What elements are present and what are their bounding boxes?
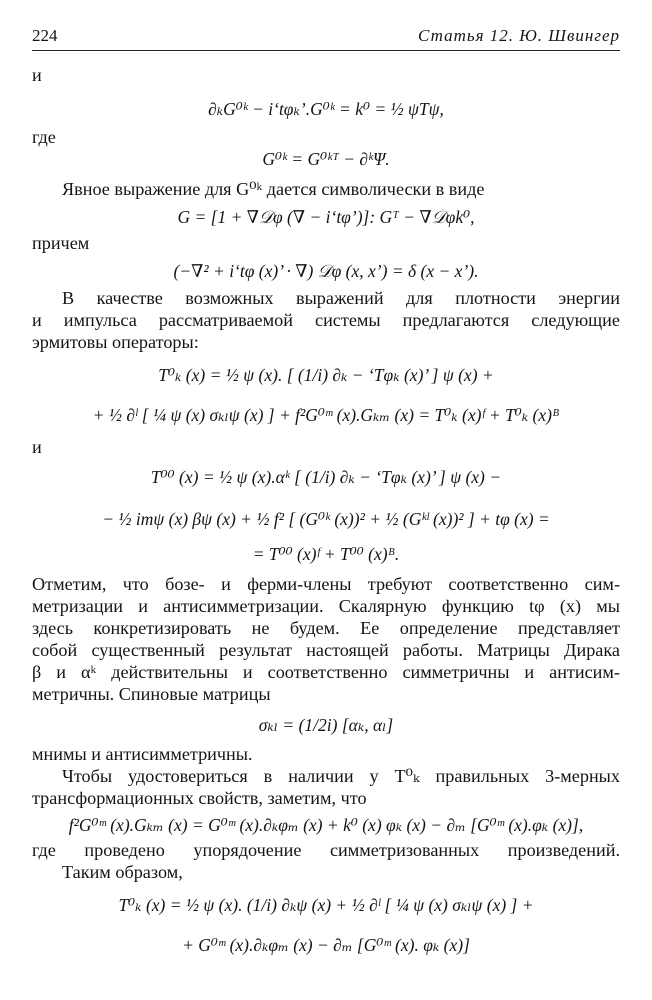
text-line: где <box>32 127 56 147</box>
text-line: причем <box>32 233 90 253</box>
equation: f²G⁰ᵐ (x).Gₖₘ (x) = G⁰ᵐ (x).∂ₖφₘ (x) + k⁰ (x) φₖ (x) − ∂ₘ [G⁰ᵐ (x).φₖ (x)], <box>68 815 584 835</box>
text-line: и импульса рассматриваемой системы предлагаются следующие <box>32 310 620 330</box>
equation: G⁰ᵏ = G⁰ᵏᵀ − ∂ᵏΨ. <box>262 149 390 169</box>
equation: + G⁰ᵐ (x).∂ₖφₘ (x) − ∂ₘ [G⁰ᵐ (x). φₖ (x)] <box>182 935 470 955</box>
text-line: β и αᵏ действительны и соответственно симметричны и антисим- <box>32 662 620 682</box>
text-line: и <box>32 65 42 85</box>
equation: σₖₗ = (1/2i) [αₖ, αₗ] <box>258 715 394 735</box>
equation: (−∇² + i‘tφ (x)’ · ∇) 𝒟φ (x, x’) = δ (x − x’). <box>173 261 479 281</box>
equation: G = [1 + ∇𝒟φ (∇ − i‘tφ’)]: Gᵀ − ∇𝒟φk⁰, <box>177 207 475 227</box>
equation: T⁰ₖ (x) = ½ ψ (x). [ (1/i) ∂ₖ − ‘Tφₖ (x)’ ] ψ (x) + <box>158 365 494 385</box>
equation: = T⁰⁰ (x)ᶠ + T⁰⁰ (x)ᴮ. <box>252 544 400 564</box>
equation: ∂ₖG⁰ᵏ − i‘tφₖ’.G⁰ᵏ = k⁰ = ½ ψTψ, <box>208 99 444 119</box>
page-header <box>32 26 620 50</box>
text-line: собой существенный результат настоящей работы. Матрицы Дирака <box>32 640 620 660</box>
equation: − ½ imψ (x) βψ (x) + ½ f² [ (G⁰ᵏ (x))² + ½ (Gᵏˡ (x))² ] + tφ (x) = <box>102 509 550 529</box>
text-line: Чтобы удостовериться в наличии у T⁰ₖ правильных 3-мерных <box>62 766 620 786</box>
text-line: мнимы и антисимметричны. <box>32 744 253 764</box>
text-line: В качестве возможных выражений для плотности энергии <box>62 288 620 308</box>
text-line: Отметим, что бозе- и ферми-члены требуют соответственно сим- <box>32 574 620 594</box>
text-line: здесь конкретизировать не будем. Ее определение представляет <box>32 618 620 638</box>
text-line: Таким образом, <box>62 862 183 882</box>
running-title: Статья 12. Ю. Швингер <box>418 26 620 45</box>
header-rule <box>32 50 620 51</box>
text-line: Явное выражение для G⁰ᵏ дается символически в виде <box>62 179 485 199</box>
text-line: трансформационных свойств, заметим, что <box>32 788 367 808</box>
page-number: 224 <box>32 26 58 45</box>
text-line: и <box>32 437 42 457</box>
equation: T⁰ₖ (x) = ½ ψ (x). (1/i) ∂ₖψ (x) + ½ ∂ˡ [ ¼ ψ (x) σₖₗψ (x) ] + <box>118 895 534 915</box>
text-line: метричны. Спиновые матрицы <box>32 684 271 704</box>
equation: + ½ ∂ˡ [ ¼ ψ (x) σₖₗψ (x) ] + f²G⁰ᵐ (x).Gₖₘ (x) = T⁰ₖ (x)ᶠ + T⁰ₖ (x)ᴮ <box>92 405 560 425</box>
equation: T⁰⁰ (x) = ½ ψ (x).αᵏ [ (1/i) ∂ₖ − ‘Tφₖ (x)’ ] ψ (x) − <box>150 467 502 487</box>
text-line: метризации и антисимметризации. Скалярную функцию tφ (x) мы <box>32 596 620 616</box>
text-line: где проведено упорядочение симметризованных произведений. <box>32 840 620 860</box>
text-line: эрмитовы операторы: <box>32 332 199 352</box>
